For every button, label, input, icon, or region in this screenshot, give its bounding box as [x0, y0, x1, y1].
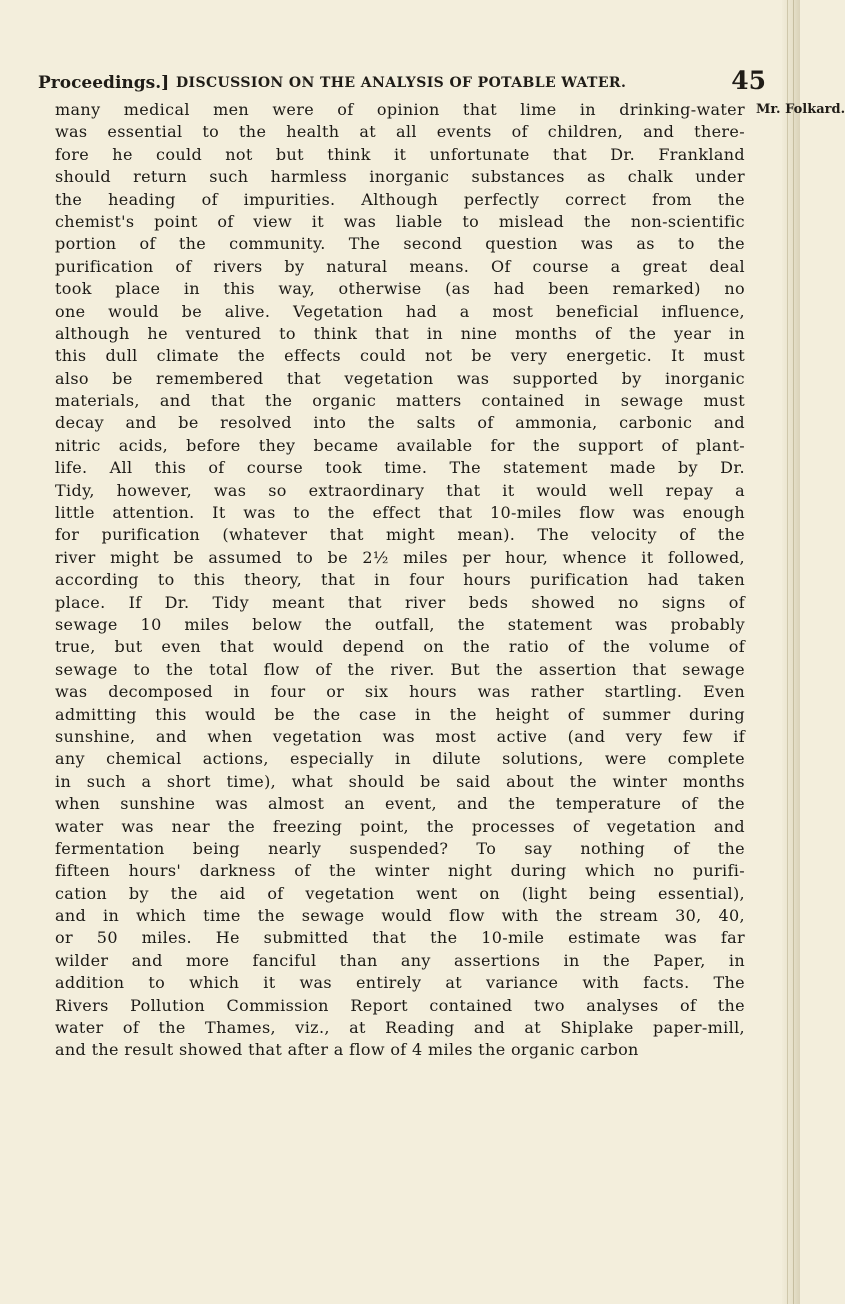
text-line: although he ventured to think that in nine months of the year in	[55, 323, 745, 343]
text-line: water was near the freezing point, the processes of vegetation and	[55, 816, 745, 836]
text-line: Tidy, however, was so extraordinary that it would well repay a	[55, 480, 745, 500]
text-line: sewage to the total flow of the river. But the assertion that sewage	[55, 659, 745, 679]
text-line: fore he could not but think it unfortunate that Dr. Frankland	[55, 144, 745, 164]
running-header	[38, 66, 766, 96]
text-line: any chemical actions, especially in dilute solutions, were complete	[55, 749, 745, 769]
body-paragraph	[55, 99, 745, 1062]
text-line: Rivers Pollution Commission Report contained two analyses of the	[55, 995, 745, 1015]
text-line: according to this theory, that in four hours purification had taken	[55, 570, 745, 590]
text-line: fermentation being nearly suspended? To say nothing of the	[55, 838, 745, 858]
text-line: purification of rivers by natural means. Of course a great deal	[55, 256, 745, 276]
text-line: also be remembered that vegetation was supported by inorganic	[55, 368, 745, 388]
text-line: was essential to the health at all events of children, and there-	[55, 122, 745, 142]
text-line: in such a short time), what should be said about the winter months	[55, 771, 745, 791]
text-line: and the result showed that after a flow of 4 miles the organic carbon	[55, 1040, 639, 1060]
text-line: river might be assumed to be 2½ miles per hour, whence it followed,	[55, 547, 745, 567]
text-line: addition to which it was entirely at variance with facts. The	[55, 973, 745, 993]
text-line: should return such harmless inorganic substances as chalk under	[55, 167, 745, 187]
text-line: for purification (whatever that might mean). The velocity of the	[55, 525, 745, 545]
text-line: little attention. It was to the effect that 10-miles flow was enough	[55, 503, 745, 523]
text-line: materials, and that the organic matters contained in sewage must	[55, 391, 745, 411]
text-line: chemist's point of view it was liable to mislead the non-scientific	[55, 211, 745, 231]
text-line: decay and be resolved into the salts of ammonia, carbonic and	[55, 413, 745, 433]
edge-line	[787, 0, 788, 1304]
text-line: when sunshine was almost an event, and the temperature of the	[55, 794, 745, 814]
text-line: took place in this way, otherwise (as had been remarked) no	[55, 279, 745, 299]
page-edge	[782, 0, 800, 1304]
text-line: the heading of impurities. Although perfectly correct from the	[55, 189, 745, 209]
text-line: wilder and more fanciful than any assertions in the Paper, in	[55, 950, 745, 970]
text-line: one would be alive. Vegetation had a most beneficial influence,	[55, 301, 745, 321]
text-line: sewage 10 miles below the outfall, the statement was probably	[55, 614, 745, 634]
page-number: 45	[731, 66, 766, 95]
text-line: or 50 miles. He submitted that the 10-mile estimate was far	[55, 928, 745, 948]
edge-line	[793, 0, 794, 1304]
text-line: nitric acids, before they became available for the support of plant-	[55, 435, 745, 455]
text-line: was decomposed in four or six hours was rather startling. Even	[55, 682, 745, 702]
text-line: life. All this of course took time. The statement made by Dr.	[55, 458, 745, 478]
margin-note-speaker: Mr. Folkard.	[756, 102, 845, 117]
text-line: admitting this would be the case in the height of summer during	[55, 704, 745, 724]
text-line: this dull climate the effects could not be very energetic. It must	[55, 346, 745, 366]
running-head-left: Proceedings.]	[38, 73, 170, 93]
text-line: fifteen hours' darkness of the winter night during which no purifi-	[55, 861, 745, 881]
text-line: sunshine, and when vegetation was most active (and very few if	[55, 726, 745, 746]
text-line: many medical men were of opinion that lime in drinking-water	[55, 100, 745, 119]
text-line: place. If Dr. Tidy meant that river beds showed no signs of	[55, 592, 745, 612]
text-line: cation by the aid of vegetation went on (light being essential),	[55, 883, 745, 903]
text-line: water of the Thames, viz., at Reading and at Shiplake paper-mill,	[55, 1018, 745, 1038]
text-line: and in which time the sewage would flow with the stream 30, 40,	[55, 906, 745, 926]
text-line: true, but even that would depend on the ratio of the volume of	[55, 637, 745, 657]
text-line: portion of the community. The second question was as to the	[55, 234, 745, 254]
running-head-title: DISCUSSION ON THE ANALYSIS OF POTABLE WATER.	[176, 75, 627, 91]
